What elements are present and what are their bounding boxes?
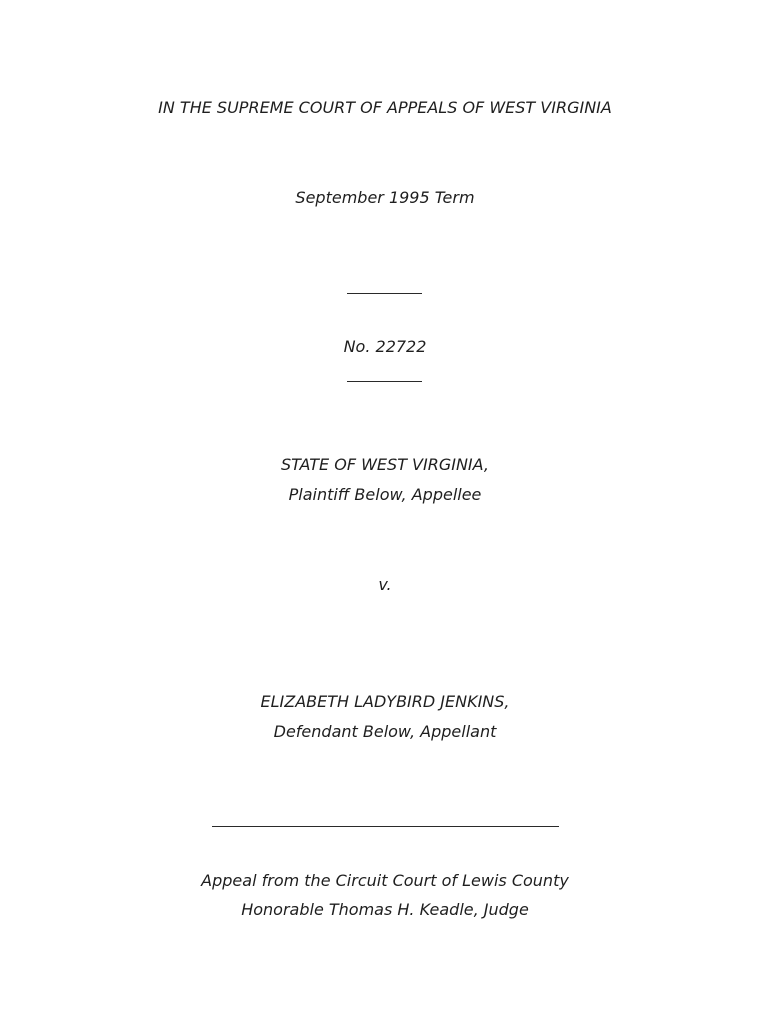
section-divider <box>212 826 559 827</box>
appellant-role: Defendant Below, Appellant <box>273 722 497 741</box>
appellee-role: Plaintiff Below, Appellee <box>288 485 482 504</box>
rule-above-case-number <box>347 293 422 294</box>
court-heading: IN THE SUPREME COURT OF APPEALS OF WEST VIRGINIA <box>158 98 612 117</box>
appeal-judge: Honorable Thomas H. Keadle, Judge <box>241 900 529 919</box>
appellant-name: ELIZABETH LADYBIRD JENKINS, <box>260 692 510 711</box>
rule-below-case-number <box>347 381 422 382</box>
versus: v. <box>378 575 392 594</box>
term: September 1995 Term <box>295 188 475 207</box>
case-number: No. 22722 <box>343 337 427 356</box>
appeal-origin: Appeal from the Circuit Court of Lewis County <box>201 871 569 890</box>
appellee-name: STATE OF WEST VIRGINIA, <box>281 455 489 474</box>
